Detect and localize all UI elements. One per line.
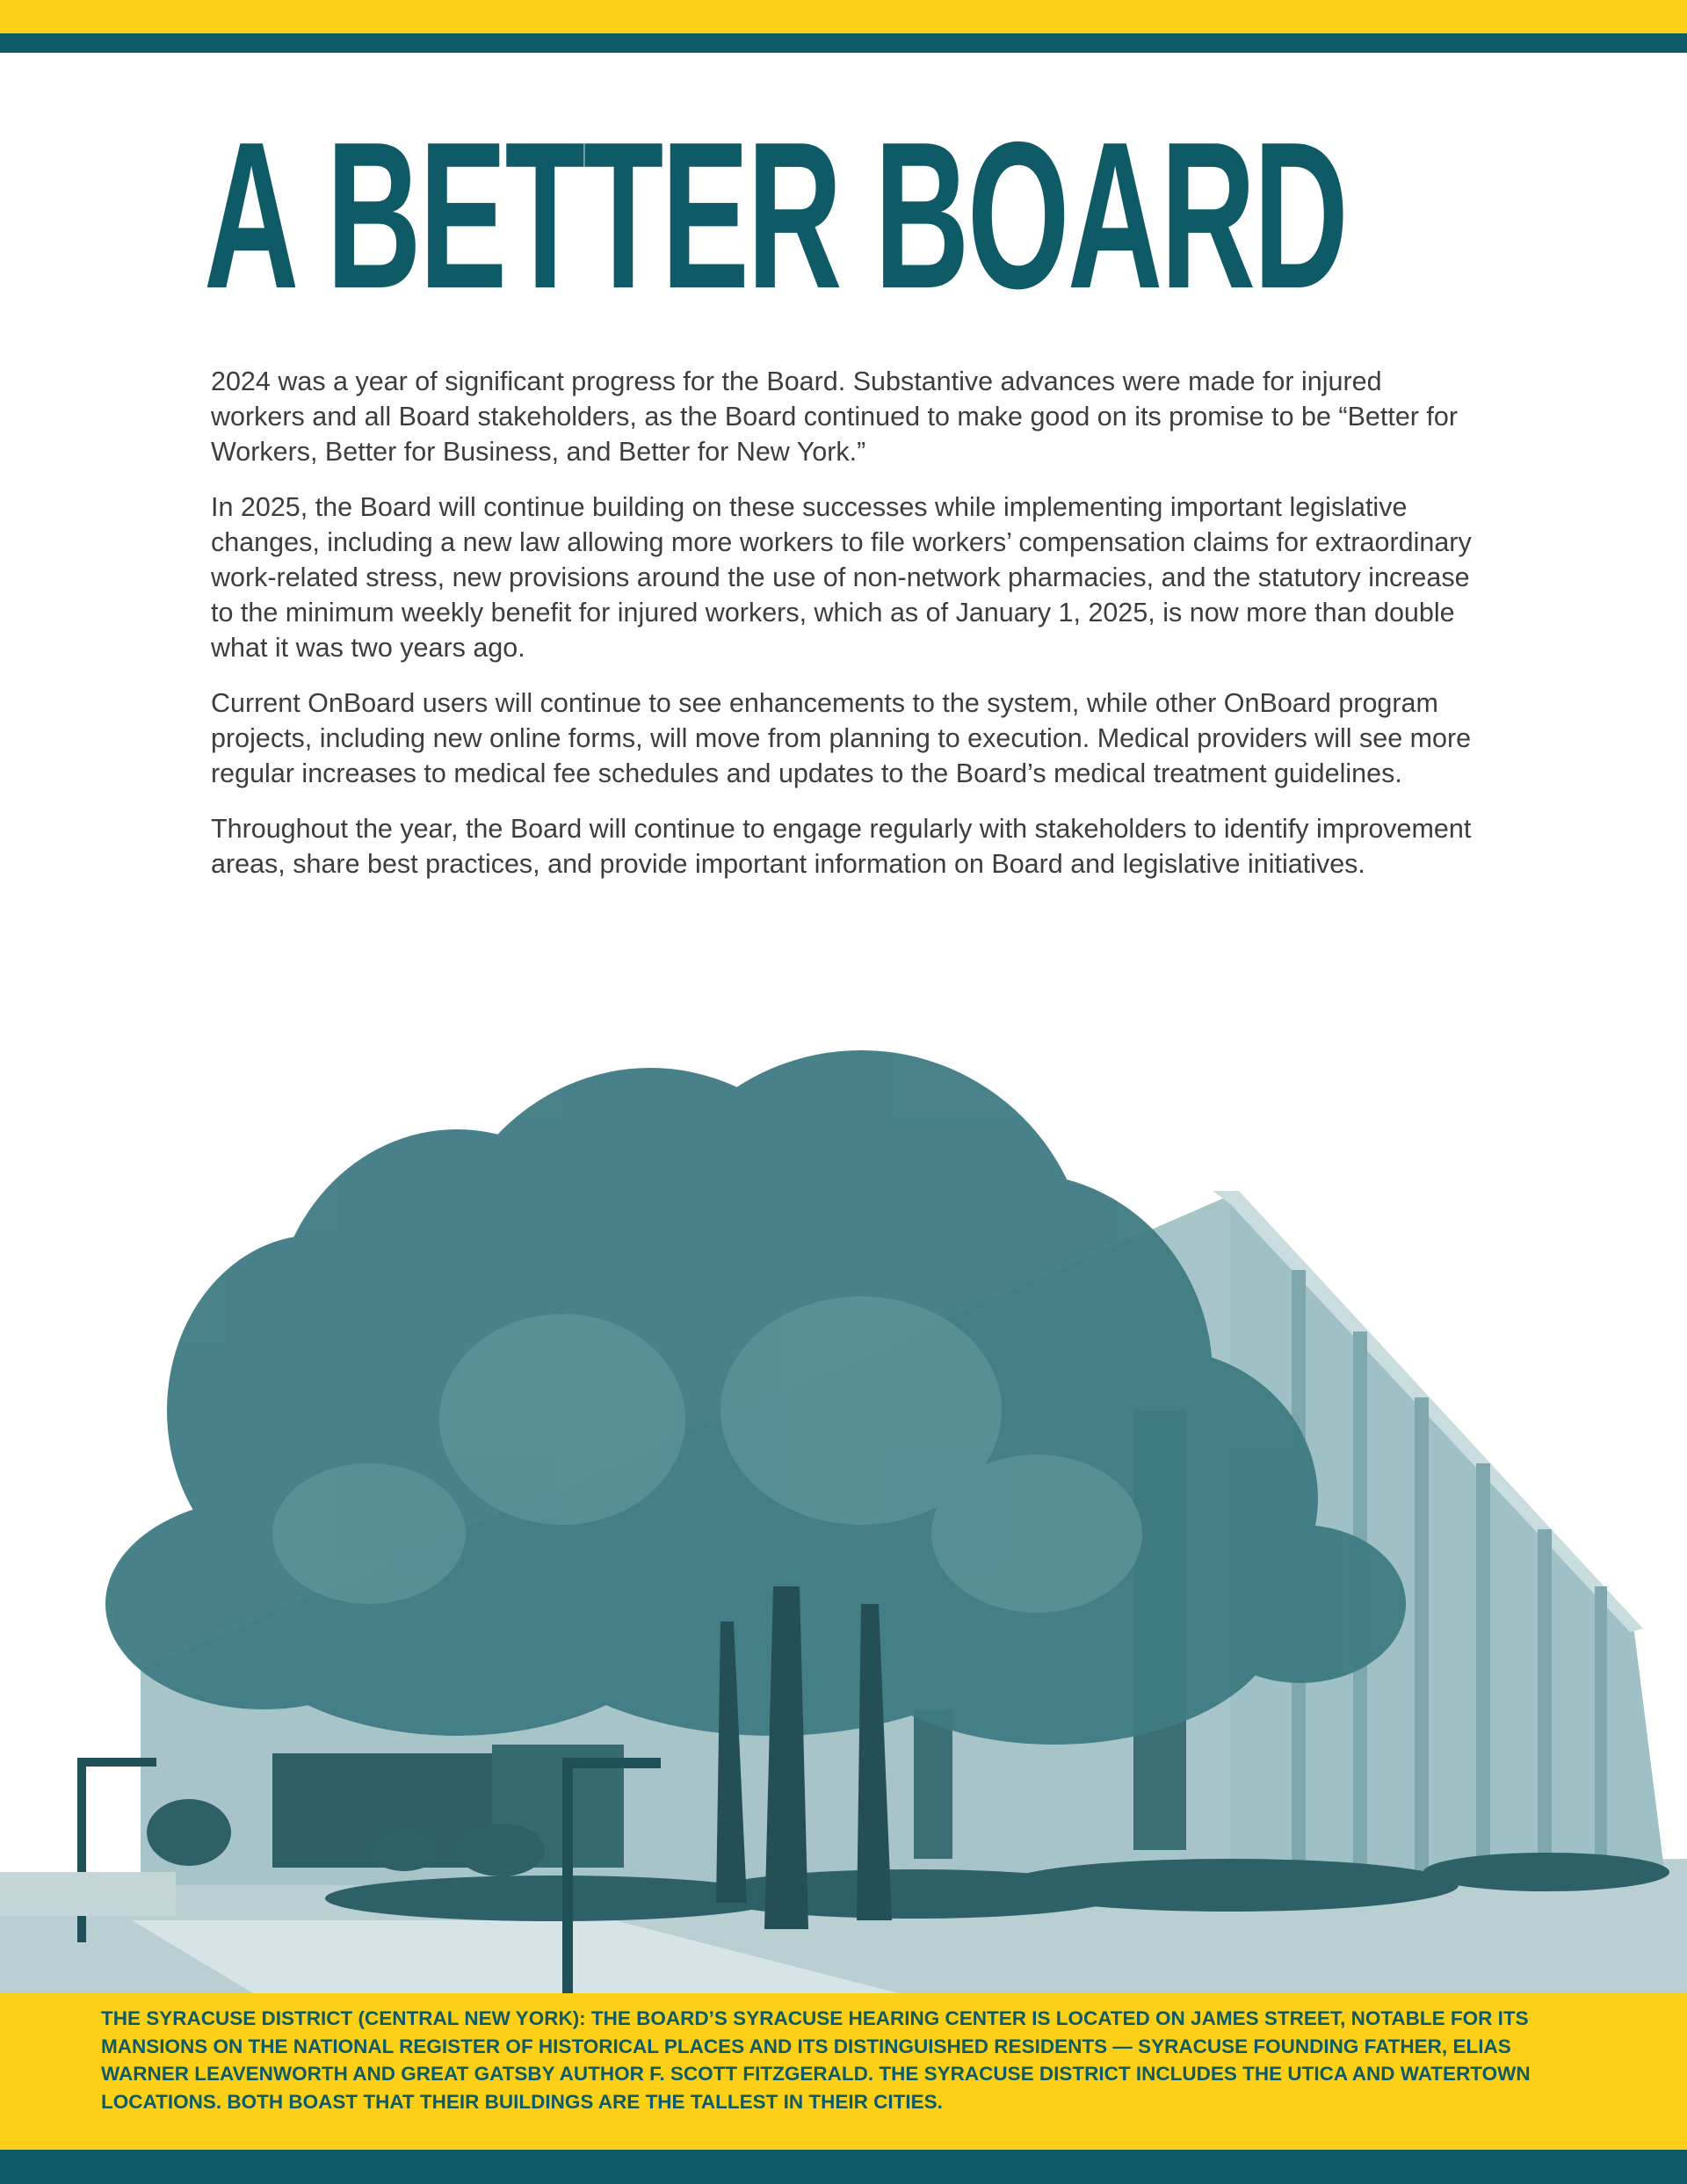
- page-title: A BETTER BOARD: [204, 99, 1347, 332]
- syracuse-building-photo: [0, 1041, 1687, 1999]
- bottom-teal-band: [0, 2150, 1687, 2184]
- top-teal-band: [0, 33, 1687, 53]
- building-window: [914, 1709, 952, 1859]
- body-copy: [211, 364, 1476, 902]
- top-yellow-band: [0, 0, 1687, 33]
- intro-paragraph: 2024 was a year of significant progress for the Board. Substantive advances were made for injured workers and all Board stakeholders, as the Board continued to make good on its promise to be “Better for Workers, Better for Business, and Better for New York.”: [211, 366, 1459, 467]
- photo-caption: THE SYRACUSE DISTRICT (CENTRAL NEW YORK): THE BOARD’S SYRACUSE HEARING CENTER IS LOCATED ON JAMES STREET, NOTABLE FOR ITS MANSIONS ON THE NATIONAL REGISTER OF HISTORICAL PLACES AND ITS DISTINGUISHED RESIDENTS — SYRACUSE FOUNDING FATHER, ELIAS WARNER LEAVENWORTH AND GREAT GATSBY AUTHOR F. SCOTT FITZGERALD. THE SYRACUSE DISTRICT INCLUDES THE UTICA AND WATERTOWN LOCATIONS. BOTH BOAST THAT THEIR BUILDINGS ARE THE TALLEST IN THEIR CITIES.: [101, 2007, 1531, 2113]
- stakeholder-paragraph: Throughout the year, the Board will continue to engage regularly with stakeholders to identify improvement areas, share best practices, and provide important information on Board and legislative initiatives.: [211, 814, 1472, 879]
- onboard-paragraph: Current OnBoard users will continue to see enhancements to the system, while other OnBoard program projects, including new online forms, will move from planning to execution. Medical providers will see more regular increases to medical fee schedules and updates to the Board’s medical treatment guidelines.: [211, 688, 1472, 788]
- legislative-paragraph: In 2025, the Board will continue building on these successes while implementing important legislative changes, including a new law allowing more workers to file workers’ compensation claims for extraordinary work-related stress, new provisions around the use of non-network pharmacies, and the statutory increase to the minimum weekly benefit for injured workers, which as of January 1, 2025, is now more than double what it was two years ago.: [211, 492, 1472, 663]
- low-wall: [0, 1872, 176, 1916]
